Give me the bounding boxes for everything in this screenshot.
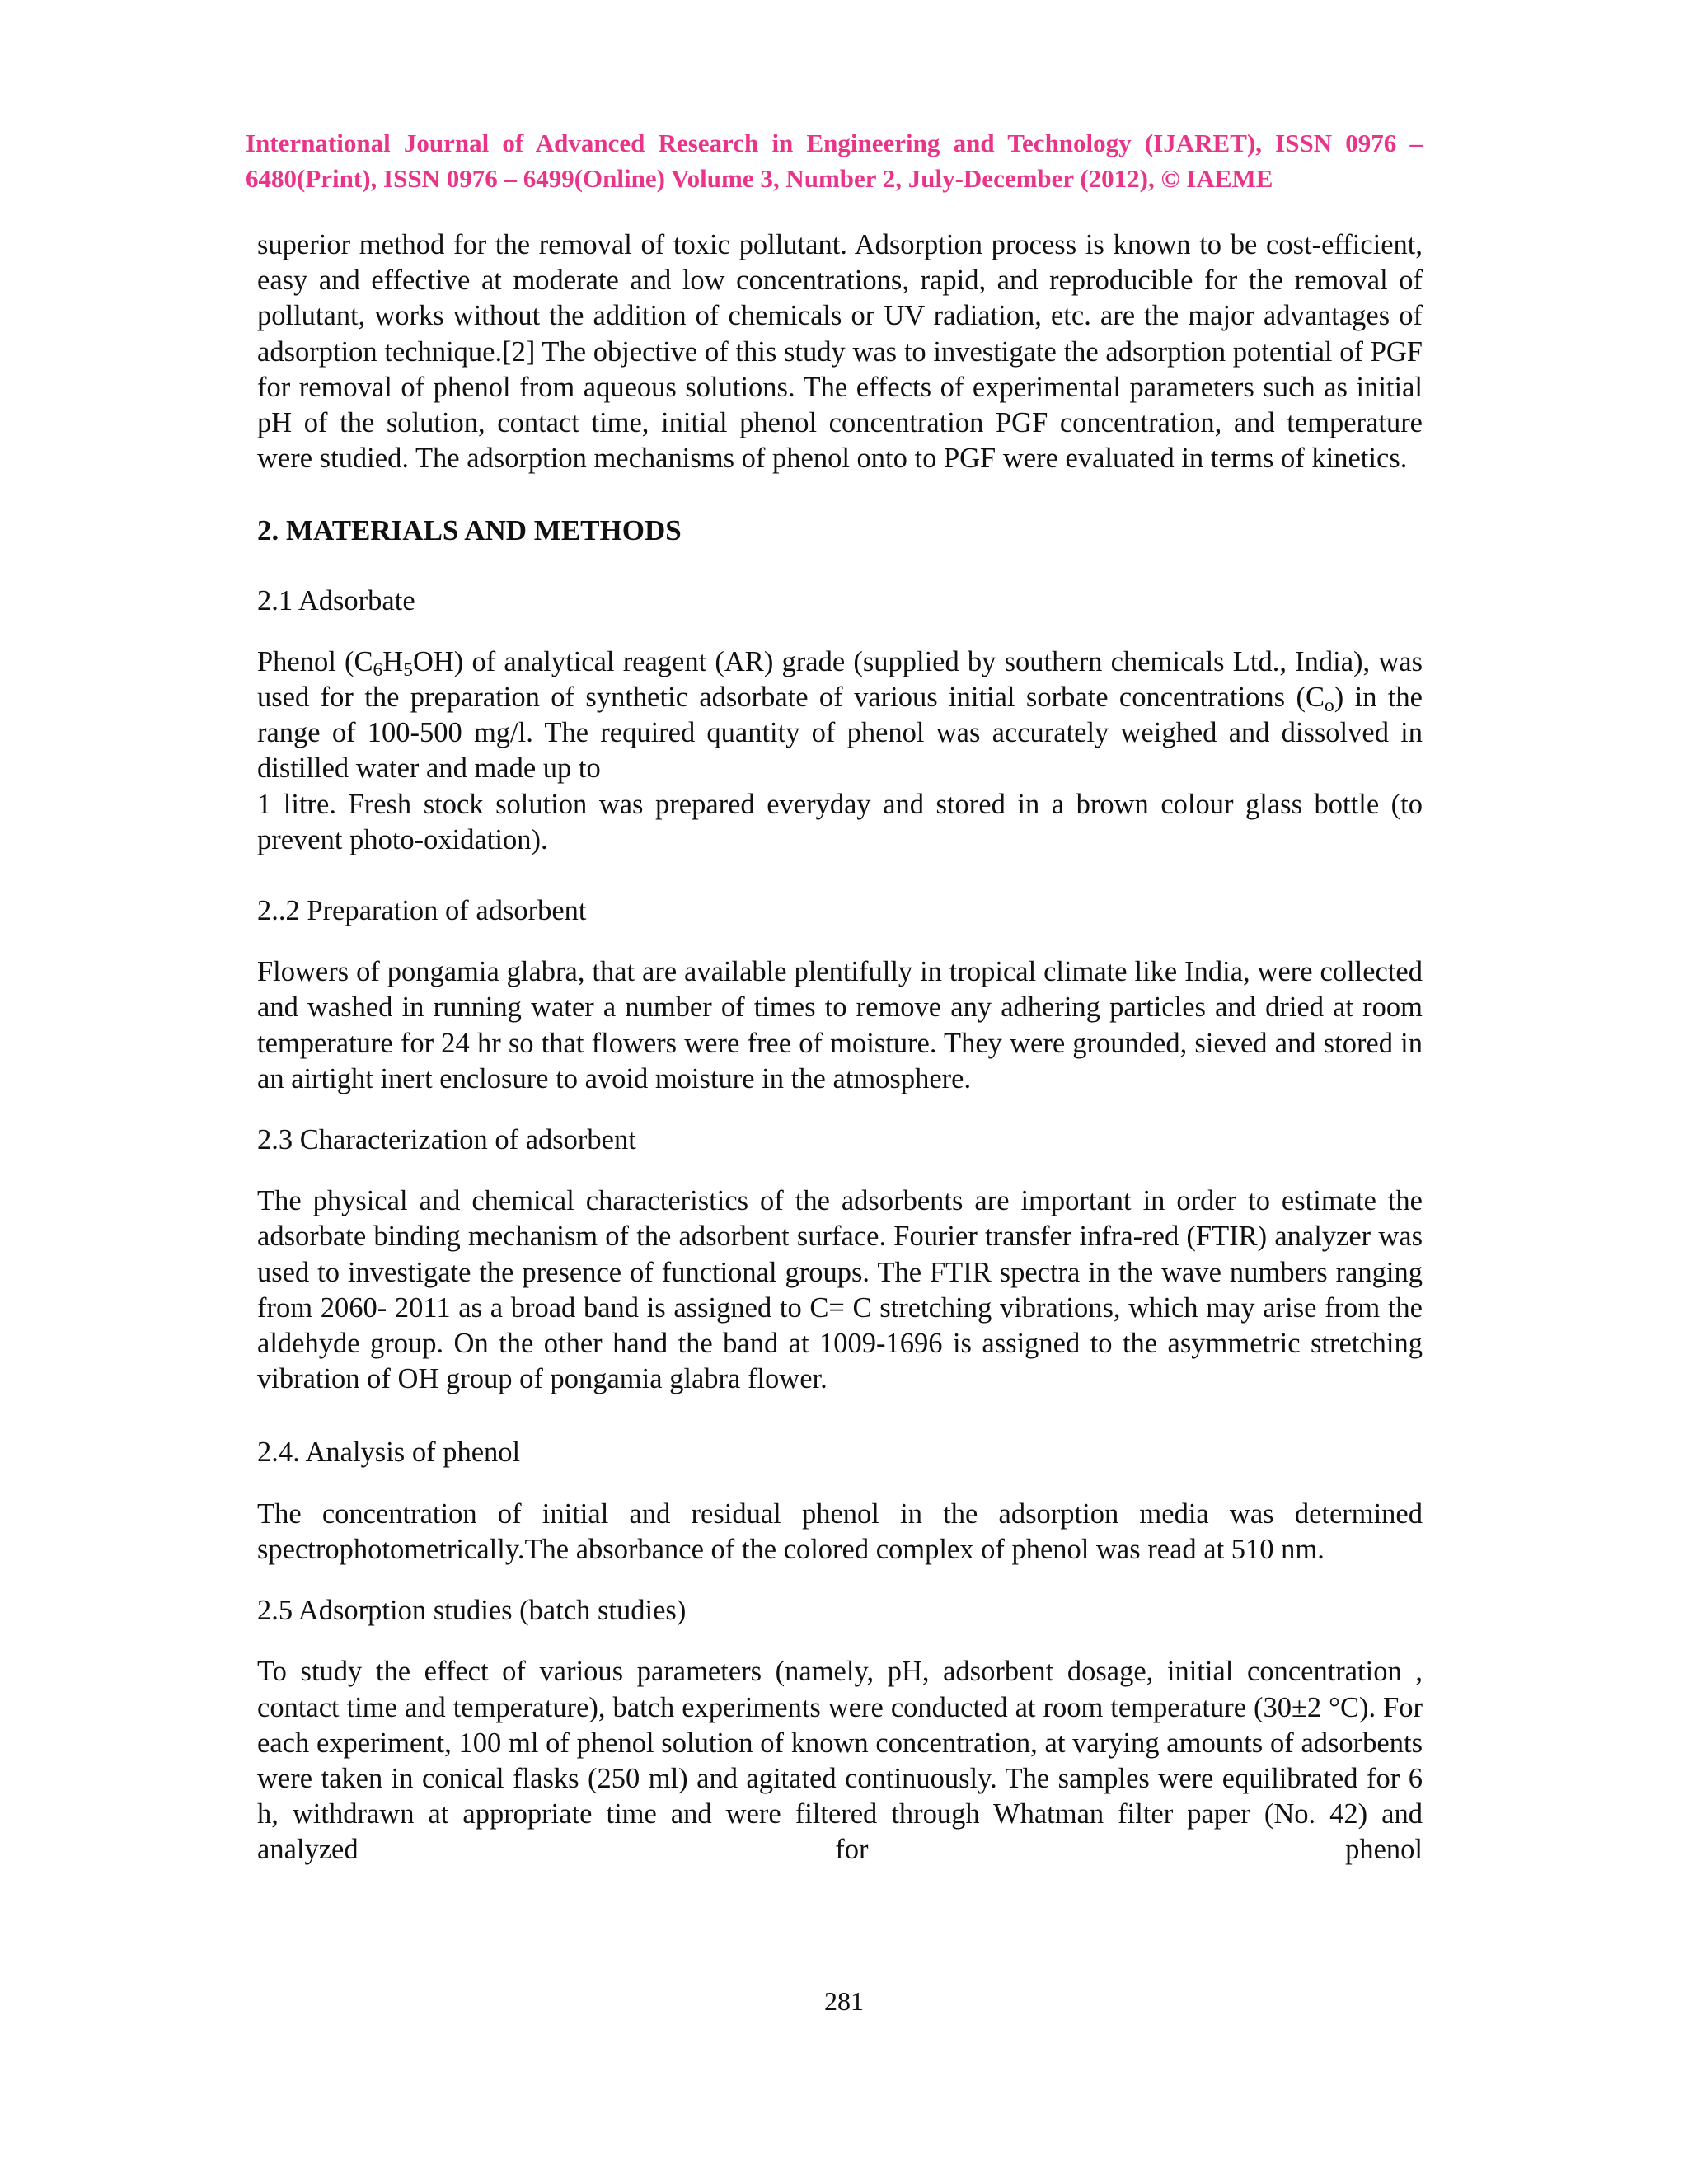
subsection-title-analysis: 2.4. Analysis of phenol xyxy=(257,1436,521,1469)
characterization-paragraph: The physical and chemical characteristics of the adsorbents are important in order to estimate the adsorbate binding mechanism of the adsorbent surface. Fourier transfer infra-red (FTIR) analyzer was used to investigate the presence of functional groups. The FTIR spectra in the wave numbers ranging from 2060- 2011 as a broad band is assigned to C= C stretching vibrations, which may arise from the aldehyde group. On the other hand the band at 1009-1696 is assigned to the asymmetric stretching vibration of OH group of pongamia glabra flower. xyxy=(257,1185,1423,1395)
journal-header: International Journal of Advanced Research in Engineering and Technology (IJARET), ISSN 0976 – 6480(Print), ISSN 0976 – 6499(Online) Volume 3, Number 2, July-December (2012), © IAEME xyxy=(246,129,1423,193)
adsorbate-text-c: OH) of analytical reagent (AR) grade (supplied by southern chemicals Ltd., India), was used for the preparation of synthetic adsorbate of various initial sorbate concentrations (C xyxy=(257,645,1423,714)
intro-paragraph: superior method for the removal of toxic pollutant. Adsorption process is known to be cost-efficient, easy and effective at moderate and low concentrations, rapid, and reproducible for the removal of pollutant, works without the addition of chemicals or UV radiation, etc. are the major advantages of adsorption technique.[2] The objective of this study was to investigate the adsorption potential of PGF for removal of phenol from aqueous solutions. The effects of experimental parameters such as initial pH of the solution, contact time, initial phenol concentration PGF concentration, and temperature were studied. The adsorption mechanisms of phenol onto to PGF were evaluated in terms of kinetics. xyxy=(257,229,1423,475)
subsection-title-adsorption-studies: 2.5 Adsorption studies (batch studies) xyxy=(257,1595,687,1627)
adsorbate-text-b: H xyxy=(382,645,404,677)
page-body xyxy=(257,227,1423,1868)
subscript-5: 5 xyxy=(403,658,413,681)
section-heading-materials-methods: 2. MATERIALS AND METHODS xyxy=(257,514,682,547)
analysis-paragraph: The concentration of initial and residual phenol in the adsorption media was determined spectrophotometrically.The absorbance of the colored complex of phenol was read at 510 nm. xyxy=(257,1497,1423,1565)
adsorbate-text-d: ) in the range of 100-500 mg/l. The required quantity of phenol was accurately weighed and dissolved in distilled water and made up to xyxy=(257,682,1423,785)
adsorbate-paragraph xyxy=(257,644,1423,787)
page-number: 281 xyxy=(824,1986,864,2016)
subsection-title-adsorbate: 2.1 Adsorbate xyxy=(257,584,415,616)
adsorption-studies-paragraph: To study the effect of various parameters (namely, pH, adsorbent dosage, initial concentration , contact time and temperature), batch experiments were conducted at room temperature (30±2 °C). For each experiment, 100 ml of phenol solution of known concentration, at varying amounts of adsorbents were taken in conical flasks (250 ml) and agitated continuously. The samples were equilibrated for 6 h, withdrawn at appropriate time and were filtered through Whatman filter paper (No. 42) and analyzed for phenol xyxy=(257,1656,1423,1866)
adsorbate-paragraph-continued: 1 litre. Fresh stock solution was prepared everyday and stored in a brown colour glass bottle (to prevent photo-oxidation). xyxy=(257,788,1423,855)
preparation-paragraph: Flowers of pongamia glabra, that are available plentifully in tropical climate like India, were collected and washed in running water a number of times to remove any adhering particles and dried at room temperature for 24 hr so that flowers were free of moisture. They were grounded, sieved and stored in an airtight inert enclosure to avoid moisture in the atmosphere. xyxy=(257,956,1423,1094)
subsection-title-characterization: 2.3 Characterization of adsorbent xyxy=(257,1124,636,1156)
adsorbate-text-a: Phenol (C xyxy=(257,645,373,677)
subscript-o: o xyxy=(1325,694,1334,716)
subsection-title-preparation: 2..2 Preparation of adsorbent xyxy=(257,895,587,927)
subscript-6: 6 xyxy=(373,658,383,681)
